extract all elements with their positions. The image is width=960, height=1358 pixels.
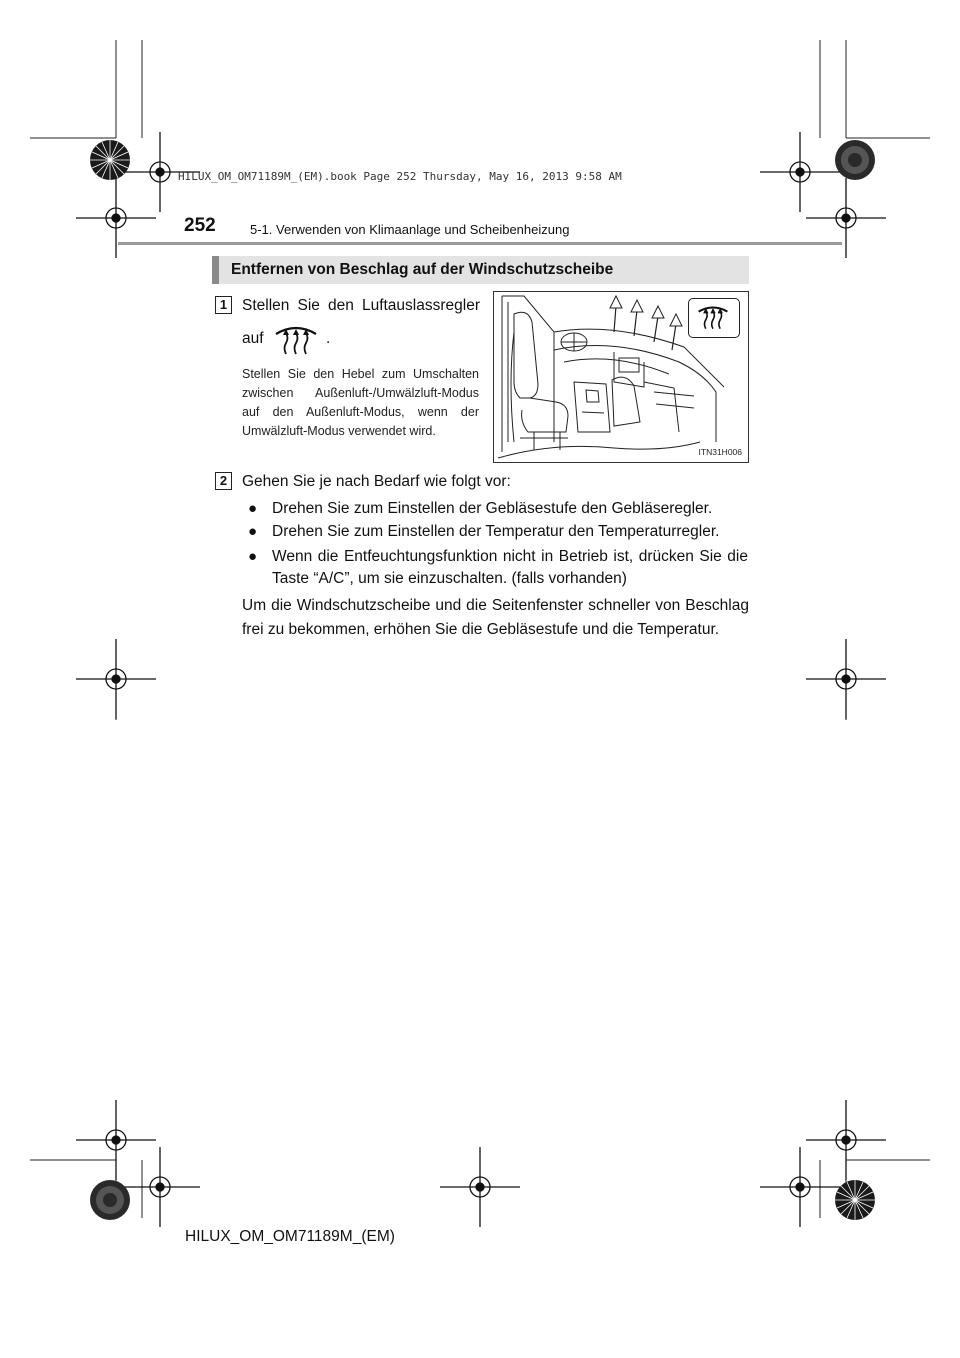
bullet-icon: ● — [248, 523, 258, 540]
step1-instruction: Stellen Sie den Luftauslassregler — [242, 297, 480, 314]
list-item — [248, 498, 748, 520]
step1-note: Stellen Sie den Hebel zum Umschalten zwischen Außenluft-/Umwälzluft-Modus auf den Außenluft-Modus, wenn der Umwälzluft-Modus verwendet wird. — [242, 367, 479, 438]
windshield-defrost-icon — [272, 320, 320, 360]
closing-paragraph: Um die Windschutzscheibe und die Seitenfenster schneller von Beschlag frei zu bekommen, erhöhen Sie die Gebläsestufe und die Temperatur. — [242, 597, 749, 638]
windshield-defrost-icon — [689, 299, 737, 335]
header-divider — [118, 242, 842, 245]
figure-code: ITN31H006 — [698, 447, 742, 457]
chapter-title: 5-1. Verwenden von Klimaanlage und Scheibenheizung — [250, 222, 570, 237]
print-book-info: HILUX_OM_OM71189M_(EM).book Page 252 Thursday, May 16, 2013 9:58 AM — [178, 170, 622, 183]
defrost-button-box — [688, 298, 740, 338]
bullet-icon: ● — [248, 548, 258, 565]
step1-period: . — [326, 330, 331, 347]
step2-intro: Gehen Sie je nach Bedarf wie folgt vor: — [242, 473, 511, 490]
section-title: Entfernen von Beschlag auf der Windschutzscheibe — [231, 261, 614, 278]
list-item — [248, 521, 748, 543]
bullet-text: Wenn die Entfeuchtungsfunktion nicht in Betrieb ist, drücken Sie die Taste “A/C”, um sie einzuschalten. (falls vorhanden) — [272, 548, 748, 587]
list-item — [248, 546, 748, 592]
step1-auf-text: auf — [242, 330, 264, 347]
step-number-1: 1 — [215, 296, 232, 314]
page-number: 252 — [184, 215, 216, 236]
bullet-text: Drehen Sie zum Einstellen der Gebläsestufe den Gebläseregler. — [272, 500, 713, 517]
bullet-icon: ● — [248, 500, 258, 517]
manual-code-footer: HILUX_OM_OM71189M_(EM) — [185, 1228, 395, 1245]
step-number-2: 2 — [215, 472, 232, 490]
section-heading-bar — [212, 256, 749, 284]
defrost-vent-illustration — [493, 291, 749, 463]
bullet-text: Drehen Sie zum Einstellen der Temperatur den Temperaturregler. — [272, 523, 720, 540]
